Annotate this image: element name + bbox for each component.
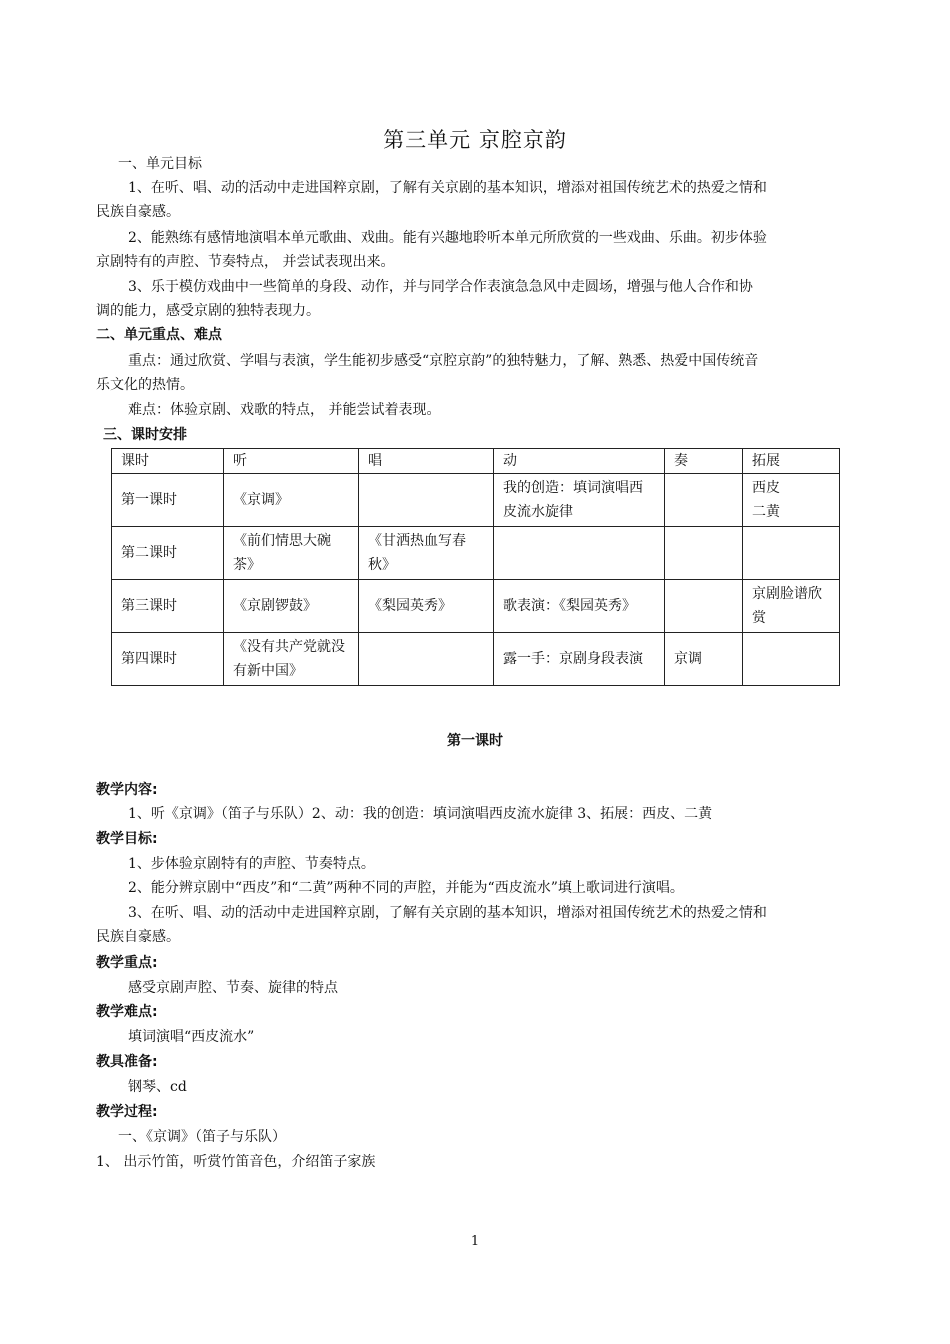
table-header-cell: 唱 xyxy=(359,449,494,474)
table-cell xyxy=(665,580,743,633)
section-heading-goals: 一、单元目标 xyxy=(118,156,202,172)
paragraph: 1、听《京调》（笛子与乐队）2、动：我的创造：填词演唱西皮流水旋律 3、拓展：西皮、二黄 xyxy=(128,806,713,822)
paragraph: 钢琴、cd xyxy=(128,1079,187,1095)
table-cell: 歌表演：《梨园英秀》 xyxy=(494,580,665,633)
table-cell xyxy=(359,474,494,527)
paragraph: 1、在听、唱、动的活动中走进国粹京剧，了解有关京剧的基本知识，增添对祖国传统艺术的热爱之情和 xyxy=(128,180,767,196)
paragraph: 一、《京调》（笛子与乐队） xyxy=(118,1129,286,1145)
table-cell: 《京剧锣鼓》 xyxy=(224,580,359,633)
schedule-table xyxy=(111,448,840,686)
section-heading-focus: 二、单元重点、难点 xyxy=(96,327,222,343)
label-goals: 教学目标: xyxy=(96,831,158,847)
table-cell: 《没有共产党就没有新中国》 xyxy=(224,633,359,686)
table-cell xyxy=(743,527,840,580)
table-cell: 露一手：京剧身段表演 xyxy=(494,633,665,686)
paragraph: 感受京剧声腔、节奏、旋律的特点 xyxy=(128,980,338,996)
paragraph: 1、步体验京剧特有的声腔、节奏特点。 xyxy=(128,856,375,872)
paragraph: 填词演唱“西皮流水” xyxy=(128,1029,255,1045)
paragraph: 调的能力，感受京剧的独特表现力。 xyxy=(96,303,320,319)
table-cell xyxy=(494,527,665,580)
table-row xyxy=(112,474,840,527)
page-number: 1 xyxy=(470,1234,480,1249)
table-cell xyxy=(665,474,743,527)
paragraph: 难点：体验京剧、戏歌的特点， 并能尝试着表现。 xyxy=(128,402,441,418)
table-cell: 京剧脸谱欣赏 xyxy=(743,580,840,633)
table-header-row xyxy=(112,449,840,474)
label-difficulties: 教学难点: xyxy=(96,1004,158,1020)
table-header-cell: 听 xyxy=(224,449,359,474)
table-cell: 第三课时 xyxy=(112,580,224,633)
table-header-cell: 拓展 xyxy=(743,449,840,474)
table-cell xyxy=(359,633,494,686)
paragraph: 3、在听、唱、动的活动中走进国粹京剧，了解有关京剧的基本知识，增添对祖国传统艺术的热爱之情和 xyxy=(128,905,767,921)
paragraph: 2、能熟练有感情地演唱本单元歌曲、戏曲。能有兴趣地聆听本单元所欣赏的一些戏曲、乐曲。初步体验 xyxy=(128,230,767,246)
table-cell xyxy=(743,633,840,686)
table-header-cell: 动 xyxy=(494,449,665,474)
label-content: 教学内容: xyxy=(96,782,158,798)
table-cell: 京调 xyxy=(665,633,743,686)
table-cell: 第一课时 xyxy=(112,474,224,527)
table-cell: 《京调》 xyxy=(224,474,359,527)
paragraph: 京剧特有的声腔、节奏特点， 并尝试表现出来。 xyxy=(96,254,395,270)
table-cell xyxy=(665,527,743,580)
paragraph: 2、能分辨京剧中“西皮”和“二黄”两种不同的声腔，并能为“西皮流水”填上歌词进行演唱。 xyxy=(128,880,684,896)
paragraph: 重点：通过欣赏、学唱与表演，学生能初步感受“京腔京韵”的独特魅力，了解、熟悉、热爱中国传统音 xyxy=(128,353,759,369)
paragraph: 3、乐于模仿戏曲中一些简单的身段、动作，并与同学合作表演急急风中走圆场，增强与他人合作和协 xyxy=(128,279,753,295)
section-heading-schedule: 三、课时安排 xyxy=(103,427,187,443)
table-cell: 《甘洒热血写春秋》 xyxy=(359,527,494,580)
unit-title: 第三单元 京腔京韵 xyxy=(383,128,567,152)
table-row xyxy=(112,527,840,580)
lesson-heading: 第一课时 xyxy=(447,733,503,749)
table-row xyxy=(112,580,840,633)
table-cell: 《梨园英秀》 xyxy=(359,580,494,633)
table-row xyxy=(112,633,840,686)
table-header-cell: 奏 xyxy=(665,449,743,474)
paragraph: 1、 出示竹笛，听赏竹笛音色，介绍笛子家族 xyxy=(96,1154,376,1170)
table-cell: 《前们情思大碗茶》 xyxy=(224,527,359,580)
table-cell: 第四课时 xyxy=(112,633,224,686)
paragraph: 民族自豪感。 xyxy=(96,929,180,945)
table-header-cell: 课时 xyxy=(112,449,224,474)
paragraph: 乐文化的热情。 xyxy=(96,377,194,393)
label-key-points: 教学重点: xyxy=(96,955,158,971)
paragraph: 民族自豪感。 xyxy=(96,204,180,220)
table-cell: 第二课时 xyxy=(112,527,224,580)
table-cell: 我的创造：填词演唱西皮流水旋律 xyxy=(494,474,665,527)
label-process: 教学过程: xyxy=(96,1104,158,1120)
table-cell: 西皮 二黄 xyxy=(743,474,840,527)
label-materials: 教具准备: xyxy=(96,1054,158,1070)
